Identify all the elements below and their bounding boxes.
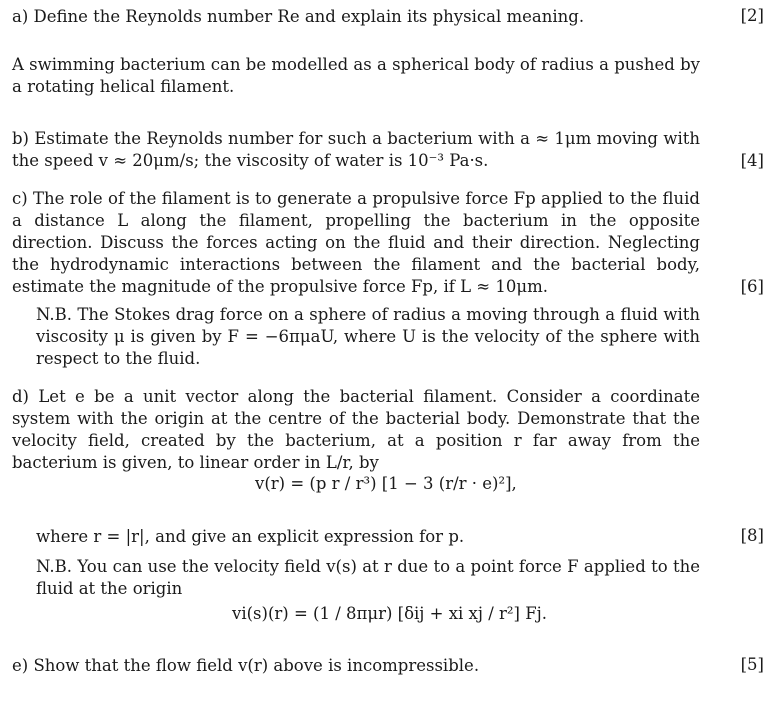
part-c-note: N.B. The Stokes drag force on a sphere of radius a moving through a fluid with viscosity μ is given by F = −6πμaU, where U is the velocity of the sphere with respect to the fluid. [36,305,700,368]
stokeslet-equation [232,604,547,623]
part-d-marks: [8] [740,526,764,545]
equation-2: vi(s)(r) = (1 / 8πμr) [δij + xi xj / r²] Fj. [232,604,548,623]
part-e-marks: [5] [740,655,764,674]
part-c-marks: [6] [740,277,764,296]
velocity-field-equation [255,474,517,493]
part-a-question: a) Define the Reynolds number Re and explain its physical meaning. [12,7,585,26]
intro-paragraph: A swimming bacterium can be modelled as a spherical body of radius a pushed by a rotating helical filament. [12,55,700,96]
part-c-question: c) The role of the filament is to generate a propulsive force Fp applied to the fluid a distance L along the filament, propelling the bacterium in the opposite direction. Discuss the forces acting on the fluid and their direction. Neglecting the hydrodynamic interactions between the filament and the bacterial body, estimate the magnitude of the propulsive force Fp, if L ≈ 10μm. [12,189,700,296]
part-b-question: b) Estimate the Reynolds number for such a bacterium with a ≈ 1μm moving with the speed v ≈ 20μm/s; the viscosity of water is 10⁻³ Pa·s. [12,129,700,170]
part-a-marks: [2] [740,6,764,25]
part-d-where: where r = |r|, and give an explicit expression for p. [36,527,465,546]
part-b-marks: [4] [740,151,764,170]
part-d-question: d) Let e be a unit vector along the bacterial filament. Consider a coordinate system with the origin at the centre of the bacterial body. Demonstrate that the velocity field, created by the bacterium, at a position r far away from the bacterium is given, to linear order in L/r, by [12,387,700,472]
part-d-note: N.B. You can use the velocity field v(s) at r due to a point force F applied to the fluid at the origin [36,557,700,598]
equation-1: v(r) = (p r / r³) [1 − 3 (r/r · e)²], [255,474,517,493]
part-e-question: e) Show that the flow field v(r) above is incompressible. [12,656,480,675]
